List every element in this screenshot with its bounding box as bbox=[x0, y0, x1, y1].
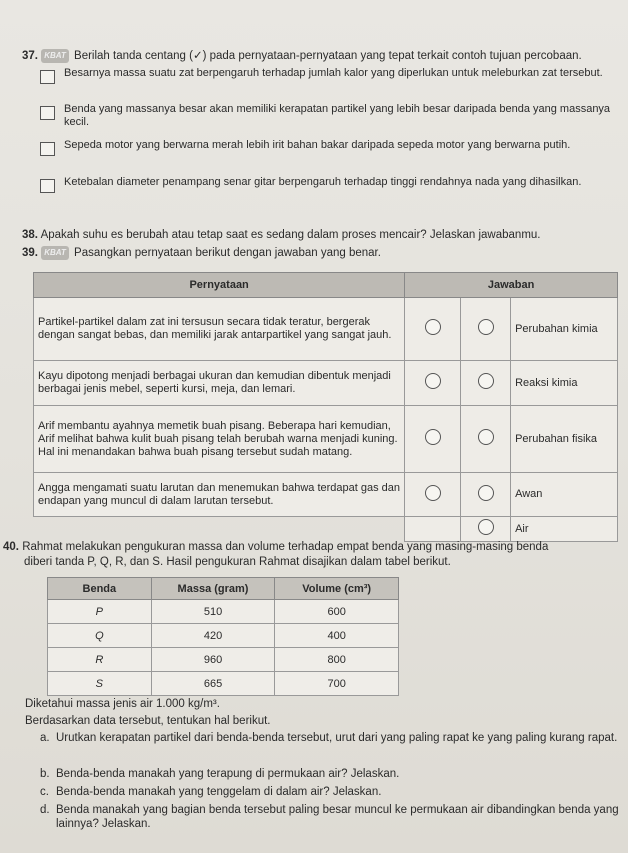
q40-cell-volume: 700 bbox=[275, 672, 399, 696]
q39-header-statement: Pernyataan bbox=[34, 273, 405, 298]
q40-intro-line2: diberi tanda P, Q, R, dan S. Hasil pengukuran Rahmat disajikan dalam tabel berikut. bbox=[24, 556, 451, 568]
q40-sub-label: d. bbox=[40, 804, 50, 816]
table-row bbox=[48, 648, 399, 672]
q37-checkbox-2[interactable] bbox=[40, 106, 55, 120]
q37-item-text: Sepeda motor yang berwarna merah lebih irit bahan bakar daripada sepeda motor yang berwarna putih. bbox=[64, 139, 571, 151]
q40-sub-text: Benda-benda manakah yang tenggelam di dalam air? Jelaskan. bbox=[56, 786, 382, 798]
table-row bbox=[48, 600, 399, 624]
table-row bbox=[34, 473, 618, 517]
q40-cell-volume: 400 bbox=[275, 624, 399, 648]
q40-sub-text: Urutkan kerapatan partikel dari benda-benda tersebut, urut dari yang paling rapat ke yang paling kurang rapat. bbox=[56, 732, 618, 744]
q40-instruction: Berdasarkan data tersebut, tentukan hal berikut. bbox=[25, 715, 271, 727]
q40-cell-object: Q bbox=[48, 624, 152, 648]
q38-number: 38. bbox=[22, 229, 38, 241]
q40-intro-line1: Rahmat melakukan pengukuran massa dan volume terhadap empat benda yang masing-masing benda bbox=[22, 541, 549, 553]
q38 bbox=[22, 228, 622, 242]
q40-cell-mass: 510 bbox=[151, 600, 275, 624]
table-row bbox=[48, 672, 399, 696]
q39-statement: Kayu dipotong menjadi berbagai ukuran dan kemudian dibentuk menjadi berbagai jenis mebel, seperti kursi, meja, dan lemari. bbox=[34, 361, 405, 406]
table-row bbox=[34, 361, 618, 406]
table-row bbox=[34, 298, 618, 361]
q39-statement: Angga mengamati suatu larutan dan menemukan bahwa terdapat gas dan endapan yang muncul di dalam larutan tersebut. bbox=[34, 473, 405, 517]
q40-number: 40. bbox=[3, 541, 19, 553]
q40-cell-mass: 665 bbox=[151, 672, 275, 696]
q39-matching-table bbox=[33, 272, 618, 542]
q40-data-table bbox=[47, 577, 399, 696]
q39-right-dot[interactable] bbox=[478, 429, 494, 445]
q39-answer: Awan bbox=[511, 473, 618, 517]
q39-right-dot[interactable] bbox=[478, 319, 494, 335]
q39-answer: Perubahan fisika bbox=[511, 406, 618, 473]
q40-cell-object: P bbox=[48, 600, 152, 624]
q37-badge: KBAT bbox=[41, 49, 69, 63]
q39-left-dot[interactable] bbox=[425, 319, 441, 335]
q40-subquestion-b bbox=[40, 767, 624, 783]
q37-item-1 bbox=[40, 67, 624, 97]
q37-checkbox-4[interactable] bbox=[40, 179, 55, 193]
q40-header-mass: Massa (gram) bbox=[151, 578, 275, 600]
q39-statement: Partikel-partikel dalam zat ini tersusun secara tidak teratur, bergerak dengan sangat bebas, dan memiliki jarak antarpartikel yang sangat jauh. bbox=[34, 298, 405, 361]
q40-intro bbox=[3, 540, 625, 554]
q37-item-2 bbox=[40, 103, 624, 133]
q40-subquestion-a bbox=[40, 731, 624, 761]
q39-answer: Air bbox=[511, 517, 618, 542]
q39-left-dot[interactable] bbox=[425, 485, 441, 501]
q39-header-answer: Jawaban bbox=[405, 273, 618, 298]
q37-checkbox-1[interactable] bbox=[40, 70, 55, 84]
q39-left-dot[interactable] bbox=[425, 429, 441, 445]
q40-cell-mass: 960 bbox=[151, 648, 275, 672]
q39-right-dot[interactable] bbox=[478, 485, 494, 501]
q40-sub-text: Benda manakah yang bagian benda tersebut paling besar muncul ke permukaan air dibandingkan benda yang lainnya? Jelaskan. bbox=[56, 804, 619, 830]
q39-right-dot[interactable] bbox=[478, 373, 494, 389]
q37-item-text: Besarnya massa suatu zat berpengaruh terhadap jumlah kalor yang diperlukan untuk meleburkan zat tersebut. bbox=[64, 67, 603, 79]
q37-checkbox-3[interactable] bbox=[40, 142, 55, 156]
q40-subquestion-c bbox=[40, 785, 624, 801]
q40-cell-mass: 420 bbox=[151, 624, 275, 648]
q37-item-4 bbox=[40, 176, 624, 206]
q40-cell-object: S bbox=[48, 672, 152, 696]
q40-sub-label: b. bbox=[40, 768, 50, 780]
q40-header-volume: Volume (cm³) bbox=[275, 578, 399, 600]
q40-sub-label: c. bbox=[40, 786, 49, 798]
q40-cell-volume: 800 bbox=[275, 648, 399, 672]
q39-left-dot[interactable] bbox=[425, 373, 441, 389]
q37-item-text: Benda yang massanya besar akan memiliki kerapatan partikel yang lebih besar daripada benda yang massanya kecil. bbox=[64, 103, 611, 128]
q40-note: Diketahui massa jenis air 1.000 kg/m³. bbox=[25, 698, 220, 710]
q37-item-text: Ketebalan diameter penampang senar gitar berpengaruh terhadap tinggi rendahnya nada yang dihasilkan. bbox=[64, 176, 582, 188]
q39-answer: Reaksi kimia bbox=[511, 361, 618, 406]
q40-sub-text: Benda-benda manakah yang terapung di permukaan air? Jelaskan. bbox=[56, 768, 400, 780]
q40-subquestion-d bbox=[40, 803, 624, 833]
q40-cell-object: R bbox=[48, 648, 152, 672]
table-row bbox=[34, 406, 618, 473]
q39-badge: KBAT bbox=[41, 246, 69, 260]
q39-right-dot[interactable] bbox=[478, 519, 494, 535]
table-row bbox=[34, 517, 618, 542]
q39-number: 39. bbox=[22, 247, 38, 259]
q37-item-3 bbox=[40, 139, 624, 169]
q40-header-object: Benda bbox=[48, 578, 152, 600]
q39-answer: Perubahan kimia bbox=[511, 298, 618, 361]
q37-header bbox=[22, 49, 622, 63]
q39-header bbox=[22, 246, 622, 260]
q37-intro: Berilah tanda centang (✓) pada pernyataan-pernyataan yang tepat terkait contoh tujuan percobaan. bbox=[74, 50, 582, 62]
q40-cell-volume: 600 bbox=[275, 600, 399, 624]
q37-number: 37. bbox=[22, 50, 38, 62]
q39-intro: Pasangkan pernyataan berikut dengan jawaban yang benar. bbox=[74, 247, 381, 259]
q38-text: Apakah suhu es berubah atau tetap saat es sedang dalam proses mencair? Jelaskan jawabanmu. bbox=[40, 229, 541, 241]
table-row bbox=[48, 624, 399, 648]
q39-statement: Arif membantu ayahnya memetik buah pisang. Beberapa hari kemudian, Arif melihat bahwa kulit buah pisang telah berubah warna menjadi kuning. Hal ini menandakan bahwa buah pisang tersebut sudah matang. bbox=[34, 406, 405, 473]
q40-sub-label: a. bbox=[40, 732, 50, 744]
